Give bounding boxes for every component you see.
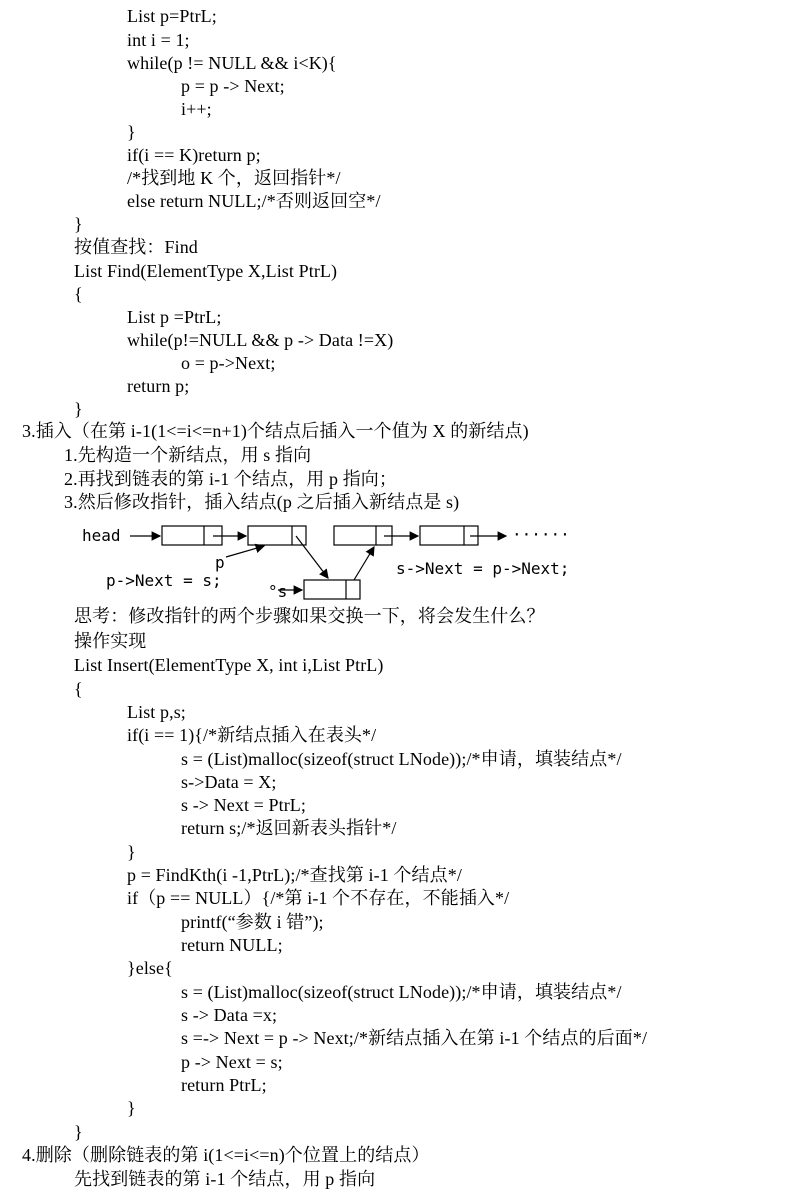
step-line: 3.然后修改指针，插入结点(p 之后插入新结点是 s) — [64, 492, 460, 512]
step-line: 2.再找到链表的第 i-1 个结点，用 p 指向； — [64, 469, 397, 489]
section-heading: 3.插入（在第 i-1(1<=i<=n+1)个结点后插入一个值为 X 的新结点) — [22, 421, 529, 441]
code-line: return p; — [127, 376, 190, 396]
code-line: s -> Data =x; — [181, 1005, 278, 1025]
code-line: return NULL; — [181, 935, 283, 955]
code-line: List Insert(ElementType X, int i,List PtrL) — [74, 655, 384, 675]
code-line: i++; — [181, 99, 212, 119]
head-label: head — [82, 526, 121, 545]
code-line: List p=PtrL; — [127, 6, 217, 26]
code-line: s -> Next = PtrL; — [181, 795, 306, 815]
code-line: p = p -> Next; — [181, 76, 285, 96]
code-line: List p,s; — [127, 702, 186, 722]
code-line: s =-> Next = p -> Next;/*新结点插入在第 i-1 个结点的后面*/ — [181, 1028, 648, 1048]
new-node-s — [304, 580, 360, 599]
list-node — [334, 526, 392, 545]
code-line: s->Data = X; — [181, 772, 277, 792]
code-line: while(p!=NULL && p -> Data !=X) — [127, 330, 394, 350]
step-line: 先找到链表的第 i-1 个结点，用 p 指向 — [74, 1169, 376, 1189]
code-line: { — [74, 284, 83, 304]
code-line: if(i == 1){/*新结点插入在表头*/ — [127, 725, 377, 745]
list-node-p — [248, 526, 306, 545]
s-next-caption: s->Next = p->Next; — [396, 559, 570, 578]
code-line: p = FindKth(i -1,PtrL);/*查找第 i-1 个结点*/ — [127, 865, 462, 885]
question-line: 思考：修改指针的两个步骤如果交换一下，将会发生什么？ — [74, 606, 545, 626]
code-line: s = (List)malloc(sizeof(struct LNode));/*申请，填装结点*/ — [181, 982, 622, 1002]
code-line: /*找到地 K 个，返回指针*/ — [127, 168, 341, 188]
p-arrow — [226, 546, 264, 557]
section-label: 操作实现 — [74, 631, 147, 651]
code-line: } — [74, 399, 83, 419]
code-line: else return NULL;/*否则返回空*/ — [127, 191, 381, 211]
code-line: } — [74, 214, 83, 234]
code-line: o = p->Next; — [181, 353, 276, 373]
code-line: } — [127, 122, 136, 142]
section-heading: 4.删除（删除链表的第 i(1<=i<=n)个位置上的结点） — [22, 1145, 430, 1165]
code-line: } — [127, 842, 136, 862]
list-node — [420, 526, 478, 545]
code-line: if（p == NULL）{/*第 i-1 个不存在，不能插入*/ — [127, 888, 510, 908]
code-line: }else{ — [127, 958, 173, 978]
code-line: return PtrL; — [181, 1075, 267, 1095]
code-line: printf(“参数 i 错”); — [181, 912, 324, 932]
p-next-caption: p->Next = s; — [106, 571, 222, 590]
code-line: { — [74, 679, 83, 699]
p-next-to-s-arrow — [296, 536, 328, 578]
p-label: p — [215, 553, 225, 572]
code-line: s = (List)malloc(sizeof(struct LNode));/*申请，填装结点*/ — [181, 749, 622, 769]
linked-list-insert-diagram — [78, 510, 638, 605]
continuation-dots: ······ — [512, 525, 570, 544]
code-line: while(p != NULL && i<K){ — [127, 53, 337, 73]
code-line: List p =PtrL; — [127, 307, 222, 327]
code-line: } — [74, 1122, 83, 1142]
s-label: °s — [268, 582, 288, 601]
code-line: int i = 1; — [127, 30, 190, 50]
step-line: 1.先构造一个新结点，用 s 指向 — [64, 445, 312, 465]
s-next-arrow — [354, 547, 374, 580]
code-line: return s;/*返回新表头指针*/ — [181, 818, 397, 838]
section-label: 按值查找：Find — [74, 237, 198, 257]
code-line: List Find(ElementType X,List PtrL) — [74, 261, 338, 281]
code-line: p -> Next = s; — [181, 1052, 283, 1072]
code-line: if(i == K)return p; — [127, 145, 261, 165]
code-line: } — [127, 1098, 136, 1118]
